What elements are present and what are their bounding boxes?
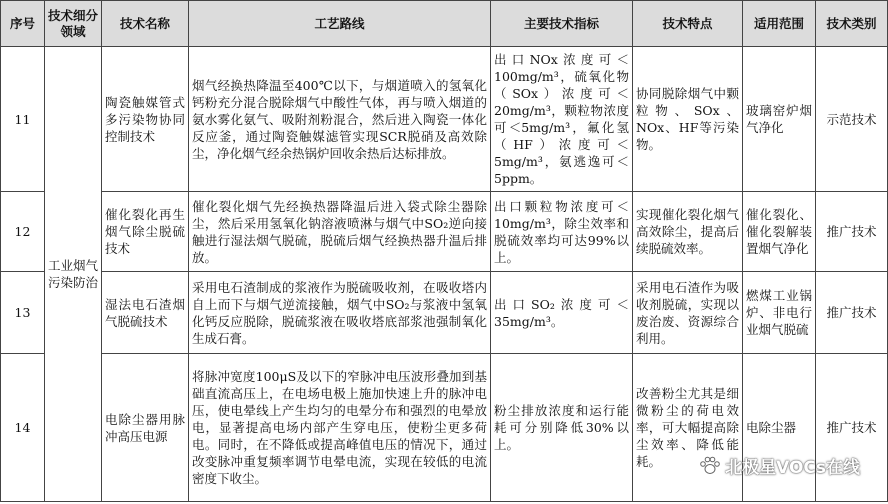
table-row [1,354,888,502]
row-process: 烟气经换热降温至400℃以下，与烟道喷入的氢氧化钙粉充分混合脱除烟气中酸性气体，再与喷入烟道的氨水雾化氨气、吸附剂粉混合，然后进入陶瓷一体化反应釜，通过陶瓷触媒滤管实现SCR脱硝及高效除尘，净化烟气经余热锅炉回收余热后达标排放。 [189,47,491,192]
row-indicators: 出口颗粒物浓度可＜10mg/m³，除尘效率和脱硫效率均可达99%以上。 [491,192,633,272]
row-scope: 催化裂化、催化裂解装置烟气净化 [743,192,816,272]
row-category: 推广技术 [816,192,888,272]
header-features: 技术特点 [633,1,743,47]
watermark-text: 北极星VOCs在线 [725,458,860,478]
row-indicators: 粉尘排放浓度和运行能耗可分别降低30%以上。 [491,354,633,502]
row-process: 采用电石渣制成的浆液作为脱硫吸收剂，在吸收塔内自上而下与烟气逆流接触，烟气中SO₂与浆液中氢氧化钙反应脱除，脱硫浆液在吸收塔底部浆池强制氧化生成石膏。 [189,272,491,354]
row-category: 推广技术 [816,272,888,354]
row-seq: 13 [1,272,45,354]
watermark [699,453,860,478]
header-indicators: 主要技术指标 [491,1,633,47]
row-name: 催化裂化再生烟气除尘脱硫技术 [102,192,189,272]
row-features: 协同脱除烟气中颗粒物、SOx、NOx、HF等污染物。 [633,47,743,192]
row-name: 湿法电石渣烟气脱硫技术 [102,272,189,354]
table-row [1,192,888,272]
row-seq: 14 [1,354,45,502]
row-category: 推广技术 [816,354,888,502]
row-seq: 11 [1,47,45,192]
row-subfield: 工业烟气污染防治 [45,47,102,502]
header-name: 技术名称 [102,1,189,47]
header-seq: 序号 [1,1,45,47]
row-seq: 12 [1,192,45,272]
row-features: 实现催化裂化烟气高效除尘，提高后续脱硫效率。 [633,192,743,272]
row-indicators: 出口SO₂浓度可＜35mg/m³。 [491,272,633,354]
header-subfield: 技术细分领域 [45,1,102,47]
paw-icon [699,456,721,476]
table-row [1,272,888,354]
row-process: 催化裂化烟气先经换热器降温后进入袋式除尘器除尘，然后采用氢氧化钠溶液喷淋与烟气中SO₂逆向接触进行湿法烟气脱硫，脱硫后烟气经换热器升温后排放。 [189,192,491,272]
row-name: 电除尘器用脉冲高压电源 [102,354,189,502]
row-scope: 燃煤工业锅炉、非电行业烟气脱硫 [743,272,816,354]
row-features: 改善粉尘尤其是细微粉尘的荷电效率，可大幅提高除尘效率、降低能耗。 [633,354,743,502]
row-indicators: 出口NOx浓度可＜100mg/m³，硫氧化物（SOx）浓度可＜20mg/m³，颗粒物浓度可＜5mg/m³，氟化氢（HF）浓度可＜5mg/m³，氨逃逸可＜5ppm。 [491,47,633,192]
header-row [1,1,888,47]
table-row [1,47,888,192]
row-process: 将脉冲宽度100μS及以下的窄脉冲电压波形叠加到基础直流高压上，在电场电极上施加快速上升的脉冲电压，使电晕线上产生均匀的电晕分布和强烈的电晕放电，显著提高电场内部产生穿电压，使粉尘更多荷电。同时，在不降低或提高峰值电压的情况下，通过改变脉冲重复频率调节电晕电流，实现在较低的电流密度下收尘。 [189,354,491,502]
row-name: 陶瓷触媒管式多污染物协同控制技术 [102,47,189,192]
row-scope: 电除尘器 [743,354,816,502]
header-scope: 适用范围 [743,1,816,47]
row-features: 采用电石渣作为吸收剂脱硫，实现以废治废、资源综合利用。 [633,272,743,354]
header-process: 工艺路线 [189,1,491,47]
row-scope: 玻璃窑炉烟气净化 [743,47,816,192]
header-category: 技术类别 [816,1,888,47]
row-category: 示范技术 [816,47,888,192]
